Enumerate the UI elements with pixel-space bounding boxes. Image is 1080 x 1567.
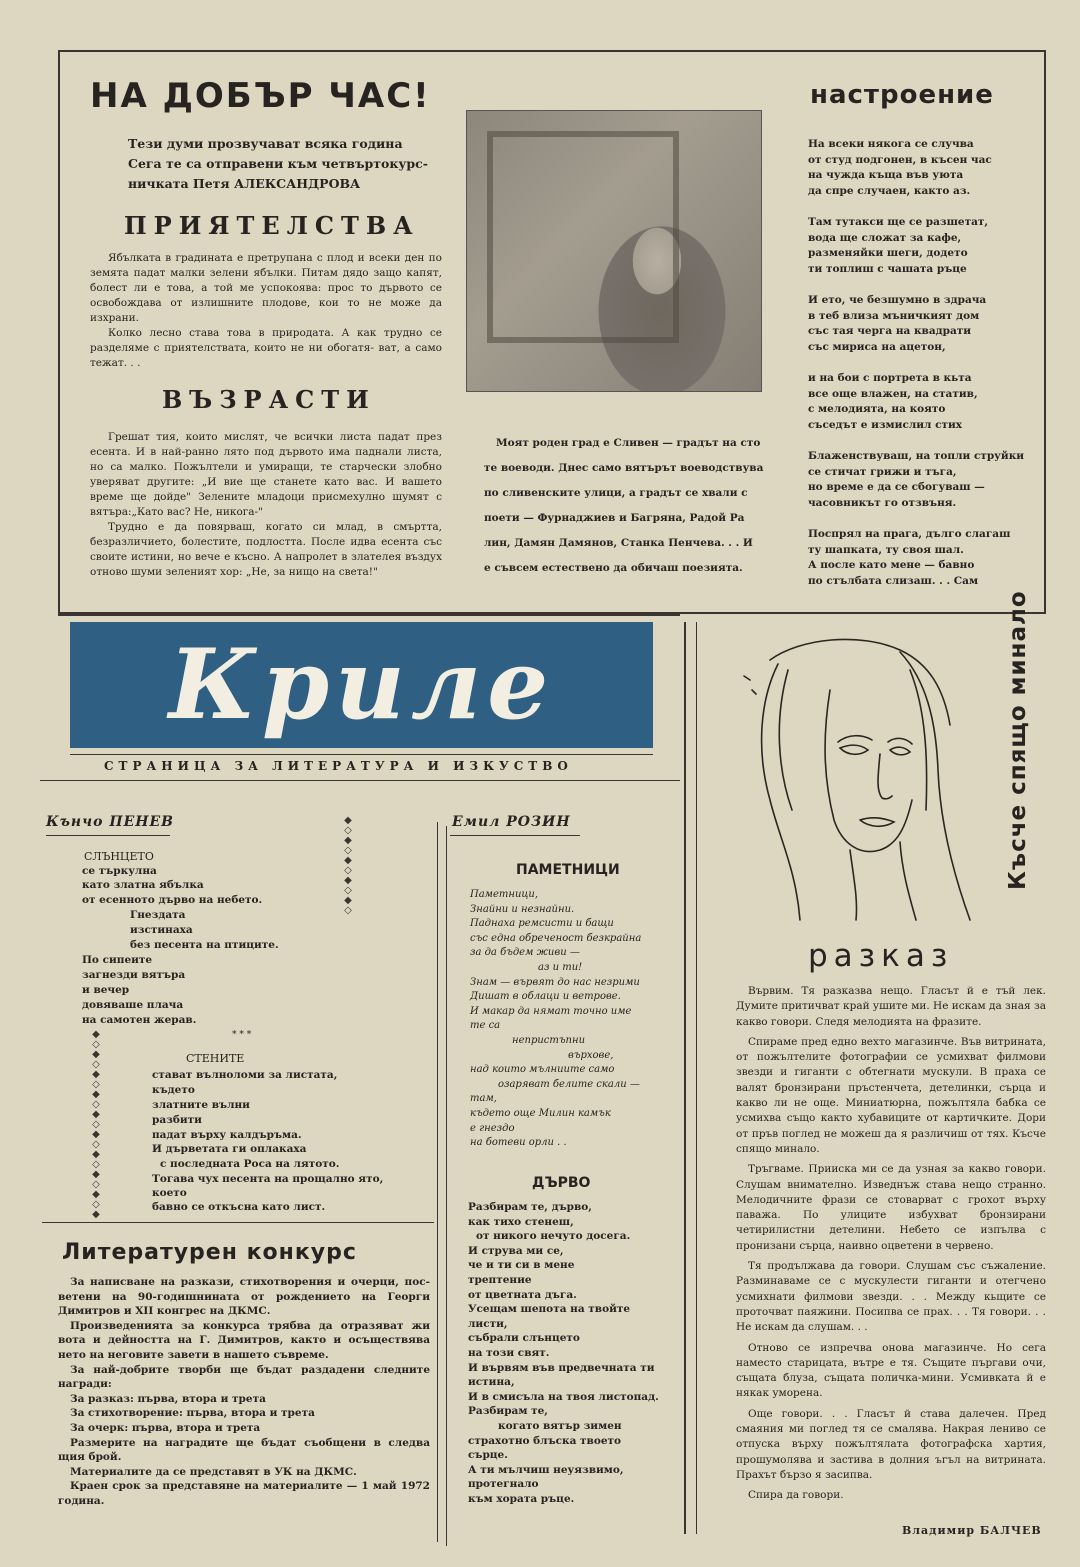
masthead-logo: Криле bbox=[70, 622, 653, 748]
story-column-divider-inner bbox=[696, 622, 697, 1534]
contest-paragraph: Краен срок за представяне на материалите — 1 май 1972 година. bbox=[58, 1480, 430, 1507]
mood-line: на чужда къща във уюта bbox=[808, 169, 964, 181]
contest-paragraph: За стихотворение: първа, втора и трета bbox=[70, 1407, 315, 1420]
caption-line: лин, Дамян Дамянов, Станка Пенчева. . . И bbox=[484, 537, 753, 549]
story-paragraph: Още говори. . . Гласът й става далечен. Пред смаяния ми поглед тя се смалява. Накрая лениво се отпуска върху пожълтялата фотографска хартия, прошумолява и застива в долния ъгъл на витрината. Прахът бързо я засипва. bbox=[736, 1407, 1046, 1481]
penev-line: като златна ябълка bbox=[82, 879, 204, 891]
story-vertical-title: Късче спящо минало bbox=[1005, 590, 1031, 890]
headline-na-dobar-chas: НА ДОБЪР ЧАС! bbox=[90, 76, 431, 116]
mood-stanza bbox=[808, 215, 1024, 277]
penev-line: загнезди вятъра bbox=[82, 969, 186, 981]
mood-stanza bbox=[808, 371, 1024, 433]
rozin-line: от цветната дъга. bbox=[468, 1288, 577, 1301]
penev-line: Тогава чух песента на прощално ято, bbox=[152, 1173, 384, 1185]
penev-line: падат върху калдъръма. bbox=[152, 1129, 302, 1141]
story-paragraph: Спираме пред едно вехто магазинче. Във витрината, от пожълтелите фотографии се усмихват филмови звезди и гиганти с обтегнати мускули. В праха се валят бронзирани пръстенчета, детелинки, сърца и какво ли не още. Миниатюрна, пожълтяла бабка се усмихва също както хубавиците от картичките. Дори от пръв поглед не можеш да я различиш от тях. Късче спящо минало. bbox=[736, 1035, 1046, 1155]
mood-line: все още влажен, на статив, bbox=[808, 387, 978, 400]
mood-stanza bbox=[808, 449, 1024, 511]
masthead-top-rule bbox=[58, 614, 680, 616]
penev-line: и вечер bbox=[82, 984, 130, 996]
mood-line: в теб влиза мъничкият дом bbox=[808, 309, 980, 322]
friendship-paragraph: Колко лесно става това в природата. А как трудно се разделяме с приятелствата, които не ни обогатя- ват, а само тежат. . . bbox=[90, 327, 442, 369]
penev-line: където bbox=[152, 1084, 195, 1096]
intro-block bbox=[128, 134, 428, 194]
caption-line: по сливенските улици, а градът се хвали с bbox=[484, 487, 748, 499]
rozin-line: сърце. bbox=[468, 1449, 508, 1462]
penev-line: от есенното дърво на небето. bbox=[82, 894, 263, 906]
story-text bbox=[736, 984, 1046, 1504]
intro-line: Сега те са отправени към четвъртокурс- bbox=[128, 156, 428, 171]
rozin-line: Знам — вървят до нас незрими bbox=[470, 976, 640, 988]
mood-line: да спре случаен, както аз. bbox=[808, 184, 971, 197]
penev-line: стават вълноломи за листата, bbox=[152, 1069, 338, 1081]
mood-line: със мириса на ацетон, bbox=[808, 340, 946, 353]
penev-author-rule bbox=[46, 835, 170, 836]
rozin-line: Паметници, bbox=[470, 889, 538, 900]
mood-line: часовникът го отзвъня. bbox=[808, 496, 957, 509]
rozin-line: озаряват белите скали — bbox=[498, 1078, 640, 1090]
penev-line: изстинаха bbox=[130, 924, 193, 936]
contest-text bbox=[58, 1275, 430, 1509]
rozin-line: Знайни и незнайни. bbox=[470, 903, 575, 915]
rozin-line: Паднаха ремсисти и бащи bbox=[470, 918, 614, 930]
rozin-line: И макар да нямат точно име bbox=[470, 1005, 632, 1017]
penev-line: бавно се откъсна като лист. bbox=[152, 1201, 326, 1213]
rozin-line: от никого нечуто досега. bbox=[476, 1230, 631, 1243]
photo-caption bbox=[484, 431, 764, 581]
rozin-poem2-title: ДЪРВО bbox=[532, 1175, 591, 1191]
caption-line: Моят роден град е Сливен — градът на сто bbox=[496, 437, 761, 449]
rozin-author-rule bbox=[450, 835, 580, 836]
portrait-photo bbox=[466, 110, 762, 392]
rozin-line: над които мълниите само bbox=[470, 1064, 615, 1076]
mood-line: вода ще сложат за кафе, bbox=[808, 231, 962, 244]
rozin-line: когато вятър зимен bbox=[498, 1419, 622, 1432]
rozin-line: Разбирам те, bbox=[468, 1405, 548, 1418]
penev-poem2-title: СТЕНИТЕ bbox=[186, 1052, 245, 1065]
rozin-author: Емил РОЗИН bbox=[452, 814, 571, 830]
penev-line: на самотен жерав. bbox=[82, 1014, 197, 1026]
rozin-column-divider-inner bbox=[446, 826, 447, 1546]
rozin-line: Усещам шепота на твойте bbox=[468, 1303, 631, 1316]
rozin-line: със една обреченост безкрайна bbox=[470, 932, 642, 944]
mood-line: със тая черга на квадрати bbox=[808, 325, 972, 337]
rozin-line: А ти мълчиш неуязвимо, bbox=[468, 1463, 624, 1476]
story-label: разказ bbox=[808, 938, 954, 974]
rozin-poem2 bbox=[468, 1200, 659, 1506]
penev-line: довяваше плача bbox=[82, 999, 184, 1011]
mood-stanza bbox=[808, 527, 1024, 589]
penev-line: разбити bbox=[152, 1114, 202, 1126]
penev-line: Гнездата bbox=[130, 909, 186, 921]
mood-line: Там тутакси ще се разшетат, bbox=[808, 216, 989, 228]
penev-author: Кънчо ПЕНЕВ bbox=[46, 814, 174, 830]
contest-paragraph: За най-добрите творби ще бъдат раздадени следните награди: bbox=[58, 1363, 430, 1391]
rozin-line: събрали слънцето bbox=[468, 1332, 580, 1345]
contest-paragraph: Размерите на наградите ще бъдат съобщени в следва щия брой. bbox=[58, 1436, 430, 1464]
rozin-line: как тихо стенеш, bbox=[468, 1215, 574, 1228]
masthead-subtitle: СТРАНИЦА ЗА ЛИТЕРАТУРА И ИЗКУСТВО bbox=[104, 759, 573, 773]
rozin-line: И струва ми се, bbox=[468, 1244, 564, 1257]
contest-paragraph: За разказ: първа, втора и трета bbox=[70, 1392, 266, 1405]
intro-line: Тези думи прозвучават всяка година bbox=[128, 136, 403, 151]
story-paragraph: Тя продължава да говори. Слушам със съжаление. Разминаваме се с мускулести гиганти и отегчено усмихнати филмови звезди. . . Между кьщите се проточват паяжини. Посипва се прах. . . Тя говори. . . Не искам да слушам. . . bbox=[736, 1260, 1046, 1334]
contest-top-rule bbox=[42, 1222, 434, 1223]
rozin-line: И в смисъла на твоя листопад. bbox=[468, 1390, 659, 1403]
story-paragraph: Вървим. Тя разказва нещо. Гласът й е тъй лек. Думите притичват край ушите ми. Не искам да зная за какво говори. Следя мелодията на фразите. bbox=[736, 985, 1046, 1028]
contest-paragraph: Материалите да се представят в УК на ДКМС. bbox=[70, 1465, 357, 1478]
penev-line: И дърветата ги оплакаха bbox=[152, 1143, 307, 1155]
rozin-line: листи, bbox=[468, 1317, 508, 1330]
story-column-divider bbox=[684, 622, 686, 1534]
rozin-line: е гнездо bbox=[470, 1122, 515, 1134]
masthead-bottom-rule bbox=[40, 780, 680, 781]
rozin-line: че и ти си в мене bbox=[468, 1259, 575, 1272]
penev-line: което bbox=[152, 1187, 187, 1199]
rozin-line: там, bbox=[470, 1093, 497, 1105]
contest-paragraph: Произведенията за конкурса трябва да отразяват жи вота и дейността на Г. Димитров, както и осъществява нето на неговите завети в нашето съвреме. bbox=[58, 1319, 430, 1361]
intro-line: ничката Петя АЛЕКСАНДРОВА bbox=[128, 176, 361, 191]
story-paragraph: Спира да говори. bbox=[748, 1489, 844, 1502]
mood-line: На всеки някога се случва bbox=[808, 138, 974, 150]
rozin-column-divider bbox=[437, 822, 438, 1542]
rozin-line: непристъпни bbox=[512, 1034, 586, 1046]
rozin-line: Разбирам те, дърво, bbox=[468, 1201, 592, 1213]
rozin-line: към хората ръце. bbox=[468, 1492, 575, 1505]
mood-stanza bbox=[808, 293, 1024, 355]
rozin-line: протегнало bbox=[468, 1478, 539, 1491]
rozin-poem1 bbox=[470, 888, 641, 1151]
friendship-text bbox=[90, 251, 442, 371]
contest-title: Литературен конкурс bbox=[62, 1240, 357, 1265]
mood-line: се стичат грижи и тъга, bbox=[808, 465, 957, 478]
rozin-poem1-title: ПАМЕТНИЦИ bbox=[516, 862, 620, 878]
story-author: Владимир БАЛЧЕВ bbox=[902, 1524, 1042, 1537]
ages-text bbox=[90, 430, 442, 580]
friendship-title: ПРИЯТЕЛСТВА bbox=[124, 211, 420, 240]
rozin-line: те са bbox=[470, 1020, 501, 1032]
ornament-vertical-icon: ◆ ◇ ◆ ◇ ◆ ◇ ◆ ◇ ◆ ◇ bbox=[344, 815, 352, 916]
mood-line: ти топлиш с чашата ръце bbox=[808, 262, 967, 275]
rozin-line: където още Милин камък bbox=[470, 1107, 611, 1119]
mood-line: разменяйки шеги, додето bbox=[808, 247, 968, 259]
ornament-vertical-icon: ◆ ◇ ◆ ◇ ◆ ◇ ◆ ◇ ◆ ◇ ◆ ◇ ◆ ◇ ◆ ◇ ◆ ◇ ◆ bbox=[92, 1029, 100, 1220]
masthead-rule bbox=[70, 754, 653, 755]
mood-line: Поспрял на прага, дълго слагаш bbox=[808, 528, 1011, 540]
mood-line: и на бои с портрета в кьта bbox=[808, 372, 972, 384]
story-paragraph: Тръгваме. Прииска ми се да узная за какво говори. Слушам внимателно. Изведнъж става нещо странно. Мелодичните фрази се стоварват с грохот върху паважа. По улиците избухват бронзирани четирилистни детелини. Небето се изпълва с пронизани сърца, наивно оцветени в червено. bbox=[736, 1163, 1046, 1252]
rozin-line: трептение bbox=[468, 1273, 532, 1286]
caption-line: поети — Фурнаджиев и Багряна, Радой Ра bbox=[484, 512, 745, 524]
ages-paragraph: Трудно е да повярваш, когато си млад, в смъртта, безразличието, болестите, подлостта. После идва есента със своите истини, но вече е късно. А напролет в злателея въздух отново шуми зеленият хор: „Не, за нищо на света!" bbox=[90, 521, 442, 578]
mood-title: настроение bbox=[810, 80, 994, 110]
caption-line: те воеводи. Днес само вятърът воеводствува bbox=[484, 462, 764, 474]
caption-line: е съвсем естествено да обичаш поезията. bbox=[484, 562, 743, 574]
penev-line: златните вълни bbox=[152, 1099, 250, 1111]
rozin-line: за да бъдем живи — bbox=[470, 947, 580, 959]
mood-line: И ето, че безшумно в здрача bbox=[808, 294, 987, 306]
mood-stanza bbox=[808, 137, 1024, 199]
friendship-paragraph: Ябълката в градината е претрупана с плод и всеки ден по земята падат малки зелени ябълки. Питам дядо защо капят, болест ли е това, а той ме успокоява: прос то дървото се освобождава от излишните плодове, кои то не може да изхрани. bbox=[90, 252, 442, 324]
contest-paragraph: За написване на разкази, стихотворения и очерци, пос- ветени на 90-годишнината от рождението на Георги Димитров и XII конгрес на ДКМС. bbox=[58, 1276, 430, 1318]
mood-line: съседът е измислил стих bbox=[808, 418, 963, 431]
mood-line: Блаженствуваш, на топли струйки bbox=[808, 450, 1025, 462]
rozin-line: на този свят. bbox=[468, 1346, 550, 1359]
mood-line: ту шапката, ту своя шал. bbox=[808, 543, 964, 556]
contest-paragraph: За очерк: първа, втора и трета bbox=[70, 1421, 261, 1434]
rozin-line: върхове, bbox=[568, 1049, 614, 1061]
ages-paragraph: Грешат тия, които мислят, че всички листа падат през есента. И в най-ранно лято под дървото има паднали листа, но са малко. Пожълтели и умиращи, те старчески злобно уверяват другите: „И вие ще станете като вас. И вашето време ще дойде" Зелените младоци присмехулно шумят с вятъра:„Като вас? Не, никога-" bbox=[90, 431, 442, 518]
mood-line: А после като мене — бавно bbox=[808, 559, 975, 571]
mood-line: но време е да се сбогуваш — bbox=[808, 481, 985, 493]
rozin-line: аз и ти! bbox=[538, 961, 583, 973]
penev-line: По сипеите bbox=[82, 954, 153, 966]
penev-line: с последната Роса на лятото. bbox=[160, 1158, 340, 1170]
penev-line: без песента на птиците. bbox=[130, 939, 279, 951]
face-sketch-illustration bbox=[730, 630, 990, 930]
rozin-line: Дишат в облаци и ветрове. bbox=[470, 991, 621, 1003]
rozin-line: страхотно блъска твоето bbox=[468, 1434, 622, 1447]
rozin-line: истина, bbox=[468, 1376, 515, 1389]
mood-line: с мелодията, на която bbox=[808, 403, 946, 415]
rozin-line: И вървям във предвечната ти bbox=[468, 1361, 655, 1374]
penev-line: се търкулна bbox=[82, 865, 157, 877]
ages-title: ВЪЗРАСТИ bbox=[162, 385, 376, 414]
mood-line: от студ подгонен, в късен час bbox=[808, 153, 992, 166]
penev-poem1-title: СЛЪНЦЕТО bbox=[84, 850, 154, 863]
mood-line: по стълбата слизаш. . . Сам bbox=[808, 574, 979, 587]
penev-separator: * * * bbox=[232, 1030, 252, 1040]
story-paragraph: Отново се изпречва онова магазинче. Но сега наместо старицата, вътре е тя. Същите пъргави очи, същата блуза, същата поличка-мини. Усмивката й е някак уморена. bbox=[736, 1341, 1046, 1400]
rozin-line: на ботеви орли . . bbox=[470, 1137, 567, 1149]
mood-poem bbox=[808, 137, 1024, 589]
